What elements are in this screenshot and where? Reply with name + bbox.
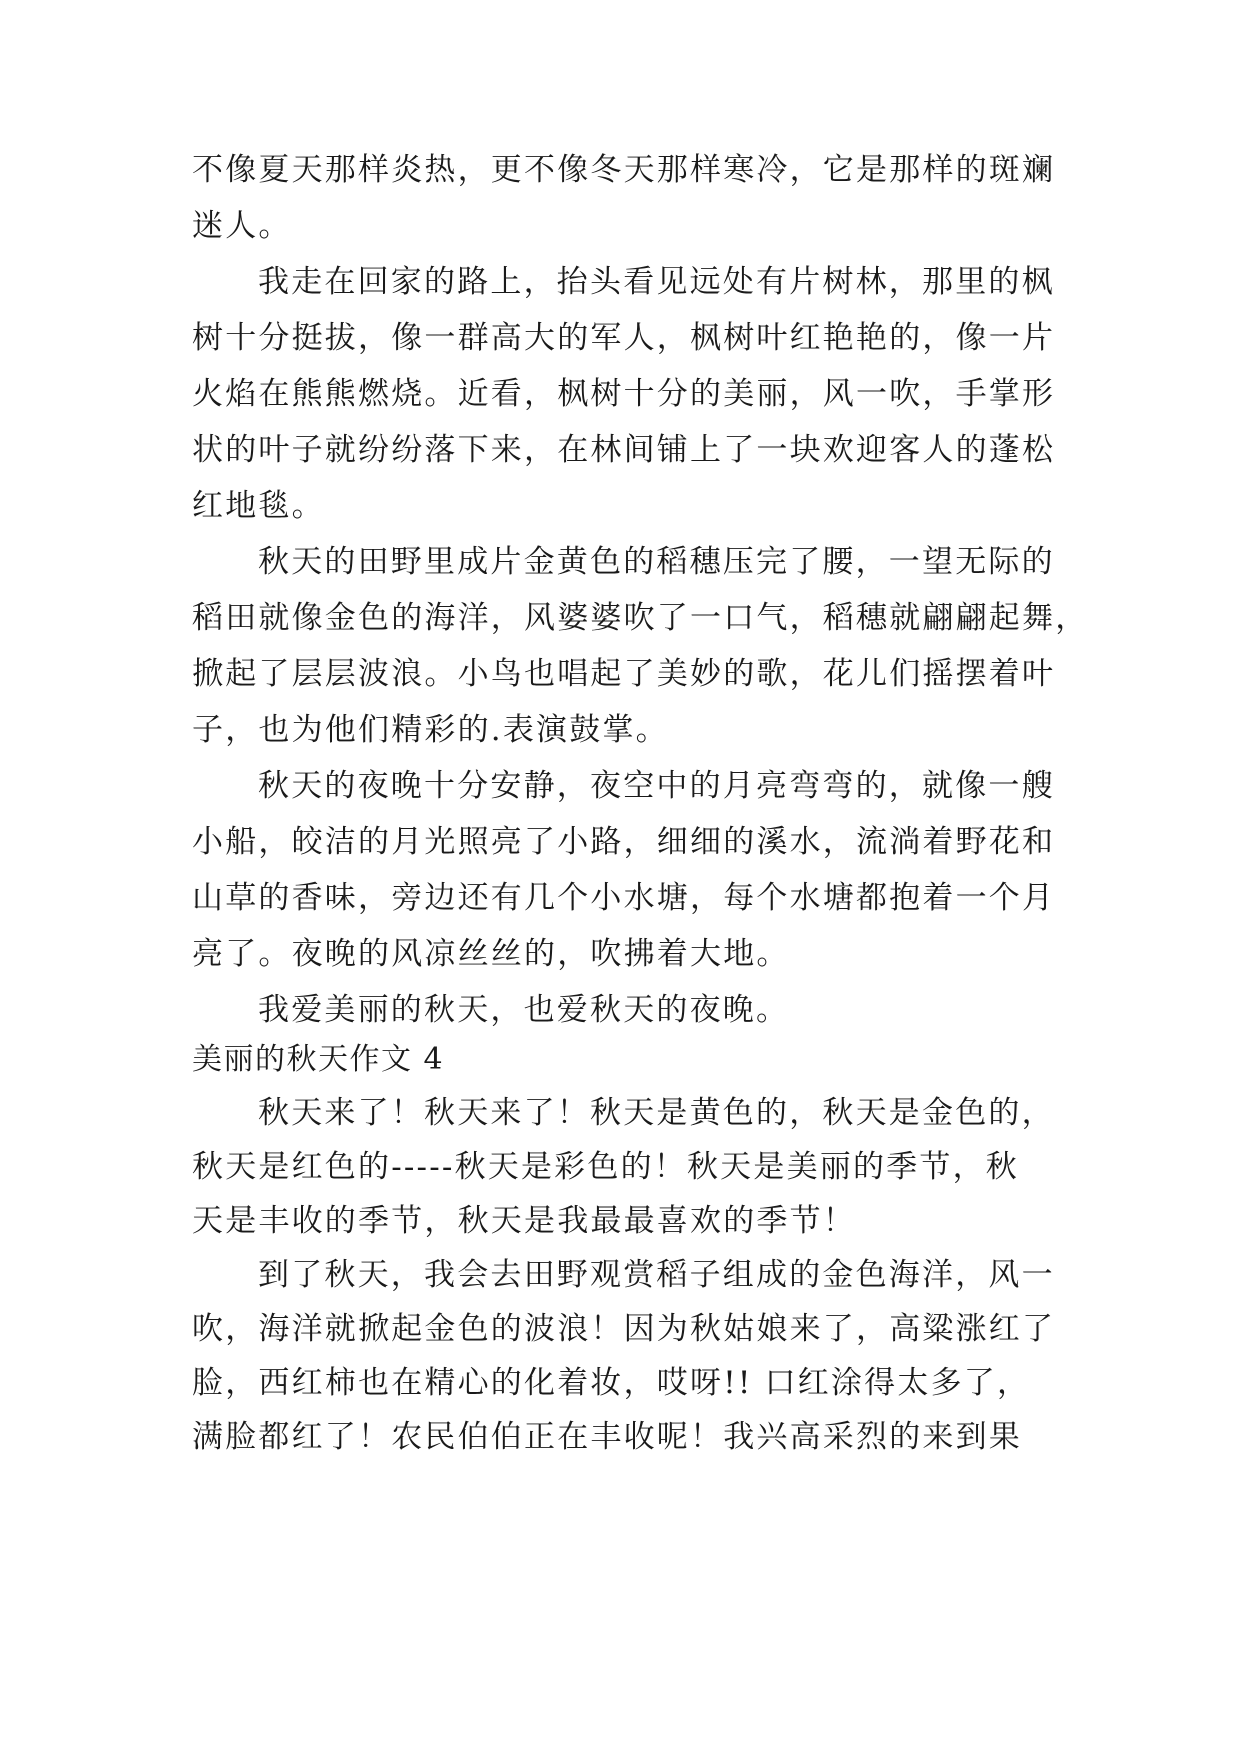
text-line: 满脸都红了！农民伯伯正在丰收呢！我兴高采烈的来到果	[192, 1419, 1022, 1455]
text-line: 稻田就像金色的海洋，风婆婆吹了一口气，稻穗就翩翩起舞，	[192, 600, 1089, 636]
section-heading: 美丽的秋天作文 4	[192, 1042, 445, 1077]
text-line: 掀起了层层波浪。小鸟也唱起了美妙的歌，花儿们摇摆着叶	[192, 656, 1056, 692]
paragraph-first-line: 到了秋天，我会去田野观赏稻子组成的金色海洋，风一	[258, 1257, 1055, 1293]
paragraph-first-line: 秋天的田野里成片金黄色的稻穗压完了腰，一望无际的	[258, 544, 1055, 580]
paragraph-first-line: 秋天的夜晚十分安静，夜空中的月亮弯弯的，就像一艘	[258, 768, 1055, 804]
text-line: 红地毯。	[192, 488, 325, 524]
text-line: 小船，皎洁的月光照亮了小路，细细的溪水，流淌着野花和	[192, 824, 1056, 860]
paragraph-first-line: 秋天来了！秋天来了！秋天是黄色的，秋天是金色的，	[258, 1095, 1055, 1131]
text-line: 山草的香味，旁边还有几个小水塘，每个水塘都抱着一个月	[192, 880, 1056, 916]
text-line: 火焰在熊熊燃烧。近看，枫树十分的美丽，风一吹，手掌形	[192, 376, 1056, 412]
text-line: 亮了。夜晚的风凉丝丝的，吹拂着大地。	[192, 936, 790, 972]
paragraph-first-line: 我走在回家的路上，抬头看见远处有片树林，那里的枫	[258, 264, 1055, 300]
text-line: 树十分挺拔，像一群高大的军人，枫树叶红艳艳的，像一片	[192, 320, 1056, 356]
text-line: 天是丰收的季节，秋天是我最最喜欢的季节！	[192, 1203, 856, 1239]
text-line: 迷人。	[192, 208, 292, 244]
text-line: 子，也为他们精彩的.表演鼓掌。	[192, 712, 669, 748]
text-line: 不像夏天那样炎热，更不像冬天那样寒冷，它是那样的斑斓	[192, 152, 1056, 188]
text-line: 秋天是红色的-----秋天是彩色的！秋天是美丽的季节，秋	[192, 1149, 1019, 1185]
paragraph-first-line: 我爱美丽的秋天，也爱秋天的夜晚。	[258, 992, 790, 1028]
text-line: 吹，海洋就掀起金色的波浪！因为秋姑娘来了，高粱涨红了	[192, 1311, 1056, 1347]
text-line: 脸，西红柿也在精心的化着妆，哎呀!! 口红涂得太多了，	[192, 1365, 1031, 1401]
text-line: 状的叶子就纷纷落下来，在林间铺上了一块欢迎客人的蓬松	[192, 432, 1056, 468]
